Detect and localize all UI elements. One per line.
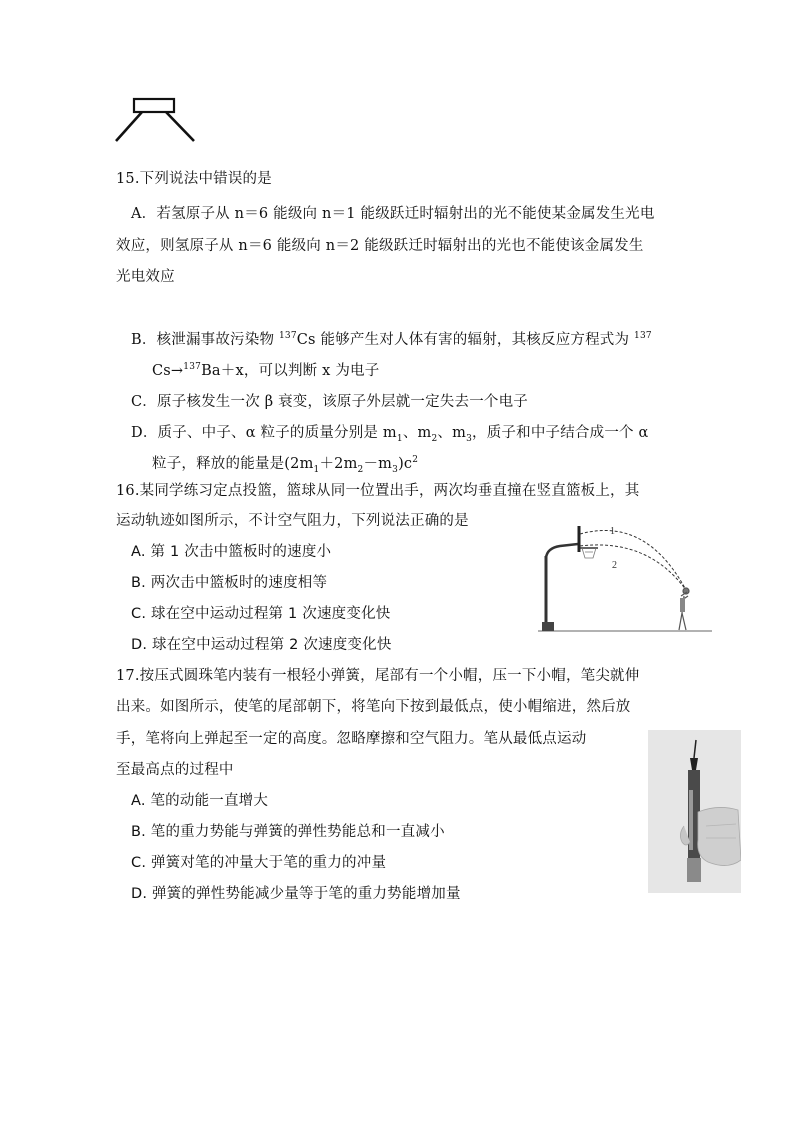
q17-option-a: A. 笔的动能一直增大 — [131, 793, 269, 809]
trajectory-1 — [580, 530, 686, 590]
q15-option-d-line2: 粒子，释放的能量是$(2m_1+2m_2-m_3)c^2$ — [152, 455, 419, 475]
q15-option-b-line2: Cs→$^{137}$Ba＋x，可以判断 x 为电子 — [152, 362, 380, 379]
hoop-base — [542, 622, 554, 631]
q16-option-d: D. 球在空中运动过程第 2 次速度变化快 — [131, 637, 392, 653]
q15-option-a-line3: 光电效应 — [116, 269, 175, 285]
q17-stem-line4: 至最高点的过程中 — [116, 762, 234, 778]
trajectory-1-label: 1 — [610, 526, 615, 537]
q15-option-d-line1: D．质子、中子、α 粒子的质量分别是 $m_1$、$m_2$、$m_3$，质子和中子结合成一个 α — [131, 425, 649, 444]
trajectory-2 — [580, 545, 686, 590]
q15-option-a-line2: 效应，则氢原子从 n＝6 能级向 n＝2 能级跃迁时辐射出的光也不能使该金属发生 — [116, 238, 644, 254]
q17-option-b: B. 笔的重力势能与弹簧的弹性势能总和一直减小 — [131, 824, 445, 840]
hoop-arm — [546, 544, 578, 558]
q15-option-a-line1: A．若氢原子从 n＝6 能级向 n＝1 能级跃迁时辐射出的光不能使某金属发生光电 — [131, 206, 655, 222]
q17-option-c: C. 弹簧对笔的冲量大于笔的重力的冲量 — [131, 855, 387, 871]
q16-option-b: B. 两次击中篮板时的速度相等 — [131, 575, 328, 591]
player-figure — [679, 588, 689, 630]
q16-option-a: A. 第 1 次击中篮板时的速度小 — [131, 544, 332, 560]
trajectory-2-label: 2 — [612, 560, 617, 571]
q16-stem-line2: 运动轨迹如图所示，不计空气阻力，下列说法正确的是 — [116, 513, 469, 529]
q17-stem-line2: 出来。如图所示，使笔的尾部朝下，将笔向下按到最低点，使小帽缩进，然后放 — [116, 699, 631, 715]
q17-stem-line1: 17.按压式圆珠笔内装有一根轻小弹簧，尾部有一个小帽，压一下小帽，笔尖就伸 — [116, 668, 640, 684]
q17-stem-line3: 手，笔将向上弹起至一定的高度。忽略摩擦和空气阻力。笔从最低点运动 — [116, 731, 587, 747]
q15-option-b-line1: B．核泄漏事故污染物 $^{137}$Cs 能够产生对人体有害的辐射，其核反应方程式为 $^{137}$ — [131, 331, 652, 348]
q16-option-c: C. 球在空中运动过程第 1 次速度变化快 — [131, 606, 391, 622]
pen-photo — [648, 730, 741, 893]
basketball-figure — [536, 518, 716, 636]
support-figure — [112, 96, 198, 146]
q15-option-c: C．原子核发生一次 β 衰变，该原子外层就一定失去一个电子 — [131, 394, 528, 410]
hand — [698, 807, 741, 865]
q16-stem-line1: 16.某同学练习定点投篮，篮球从同一位置出手，两次均垂直撞在竖直篮板上，其 — [116, 483, 640, 499]
hoop-net — [582, 548, 596, 558]
q17-option-d: D. 弹簧的弹性势能减少量等于笔的重力势能增加量 — [131, 886, 461, 902]
q15-stem: 15.下列说法中错误的是 — [116, 171, 272, 187]
